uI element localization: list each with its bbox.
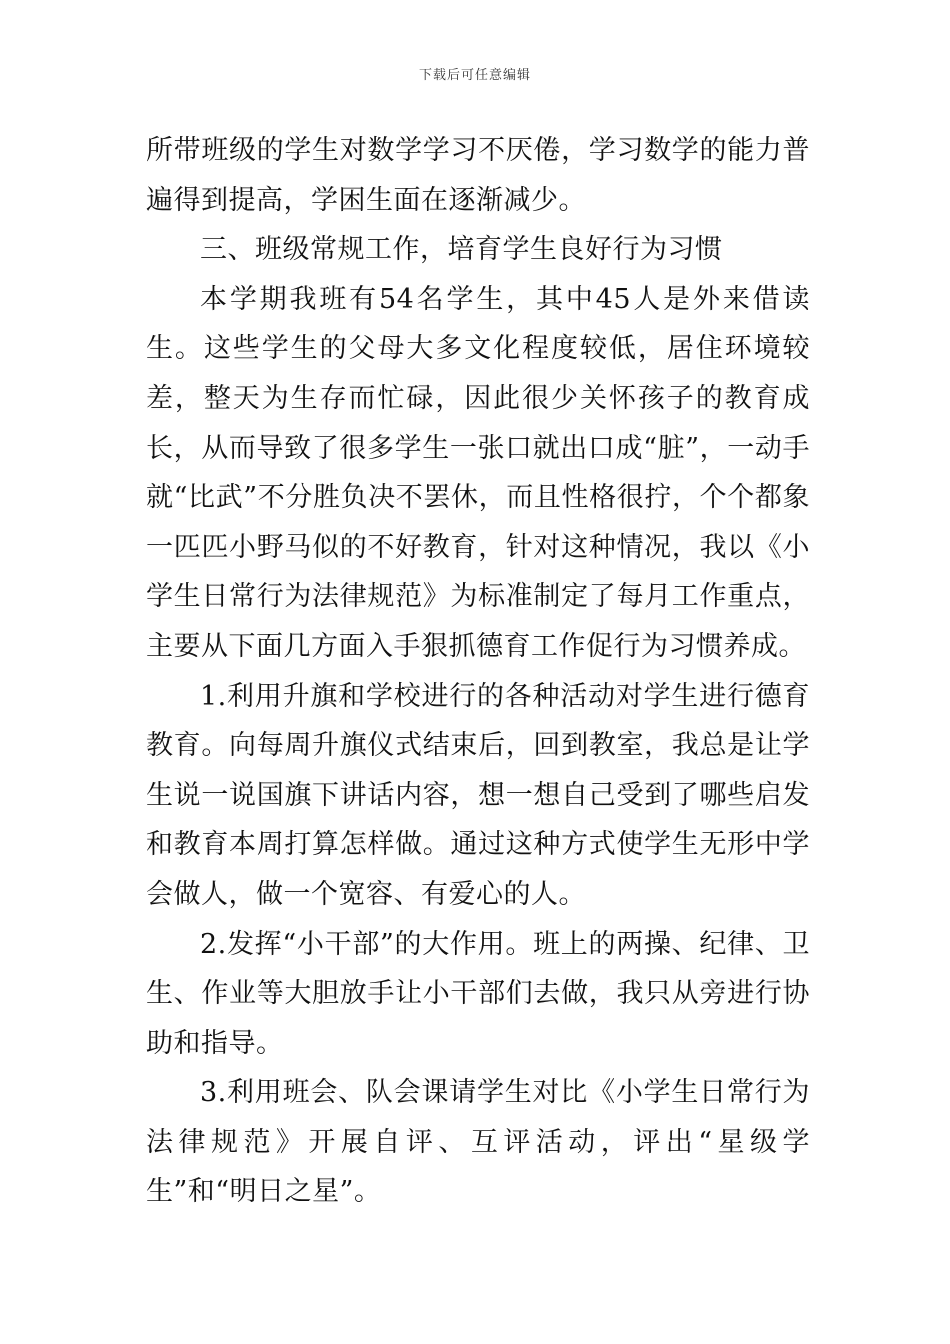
page-header-note: 下载后可任意编辑: [418, 68, 531, 83]
section-heading-3: 三、班级常规工作，培育学生良好行为习惯: [200, 234, 723, 266]
list-item-2: 2.发挥“小干部”的大作用。班上的两操、纪律、卫生、作业等大胆放手让小干部们去做，我只从旁进行协助和指导。: [146, 928, 810, 1059]
list-item-3: 3.利用班会、队会课请学生对比《小学生日常行为法律规范》开展自评、互评活动，评出“星级学生”和“明日之星”。: [146, 1077, 810, 1208]
document-body: [146, 126, 810, 1217]
paragraph-class-overview: 本学期我班有54名学生，其中45人是外来借读生。这些学生的父母大多文化程度较低，居住环境较差，整天为生存而忙碌，因此很少关怀孩子的教育成长，从而导致了很多学生一张口就出口成“脏”，一动手就“比武”不分胜负决不罢休，而且性格很拧，个个都象一匹匹小野马似的不好教育，针对这种情况，我以《小学生日常行为法律规范》为标准制定了每月工作重点，主要从下面几方面入手狠抓德育工作促行为习惯养成。: [146, 283, 810, 662]
list-item-1: 1.利用升旗和学校进行的各种活动对学生进行德育教育。向每周升旗仪式结束后，回到教室，我总是让学生说一说国旗下讲话内容，想一想自己受到了哪些启发和教育本周打算怎样做。通过这种方式使学生无形中学会做人，做一个宽容、有爱心的人。: [146, 680, 810, 910]
paragraph-1: 所带班级的学生对数学学习不厌倦，学习数学的能力普遍得到提高，学困生面在逐渐减少。: [146, 135, 810, 216]
